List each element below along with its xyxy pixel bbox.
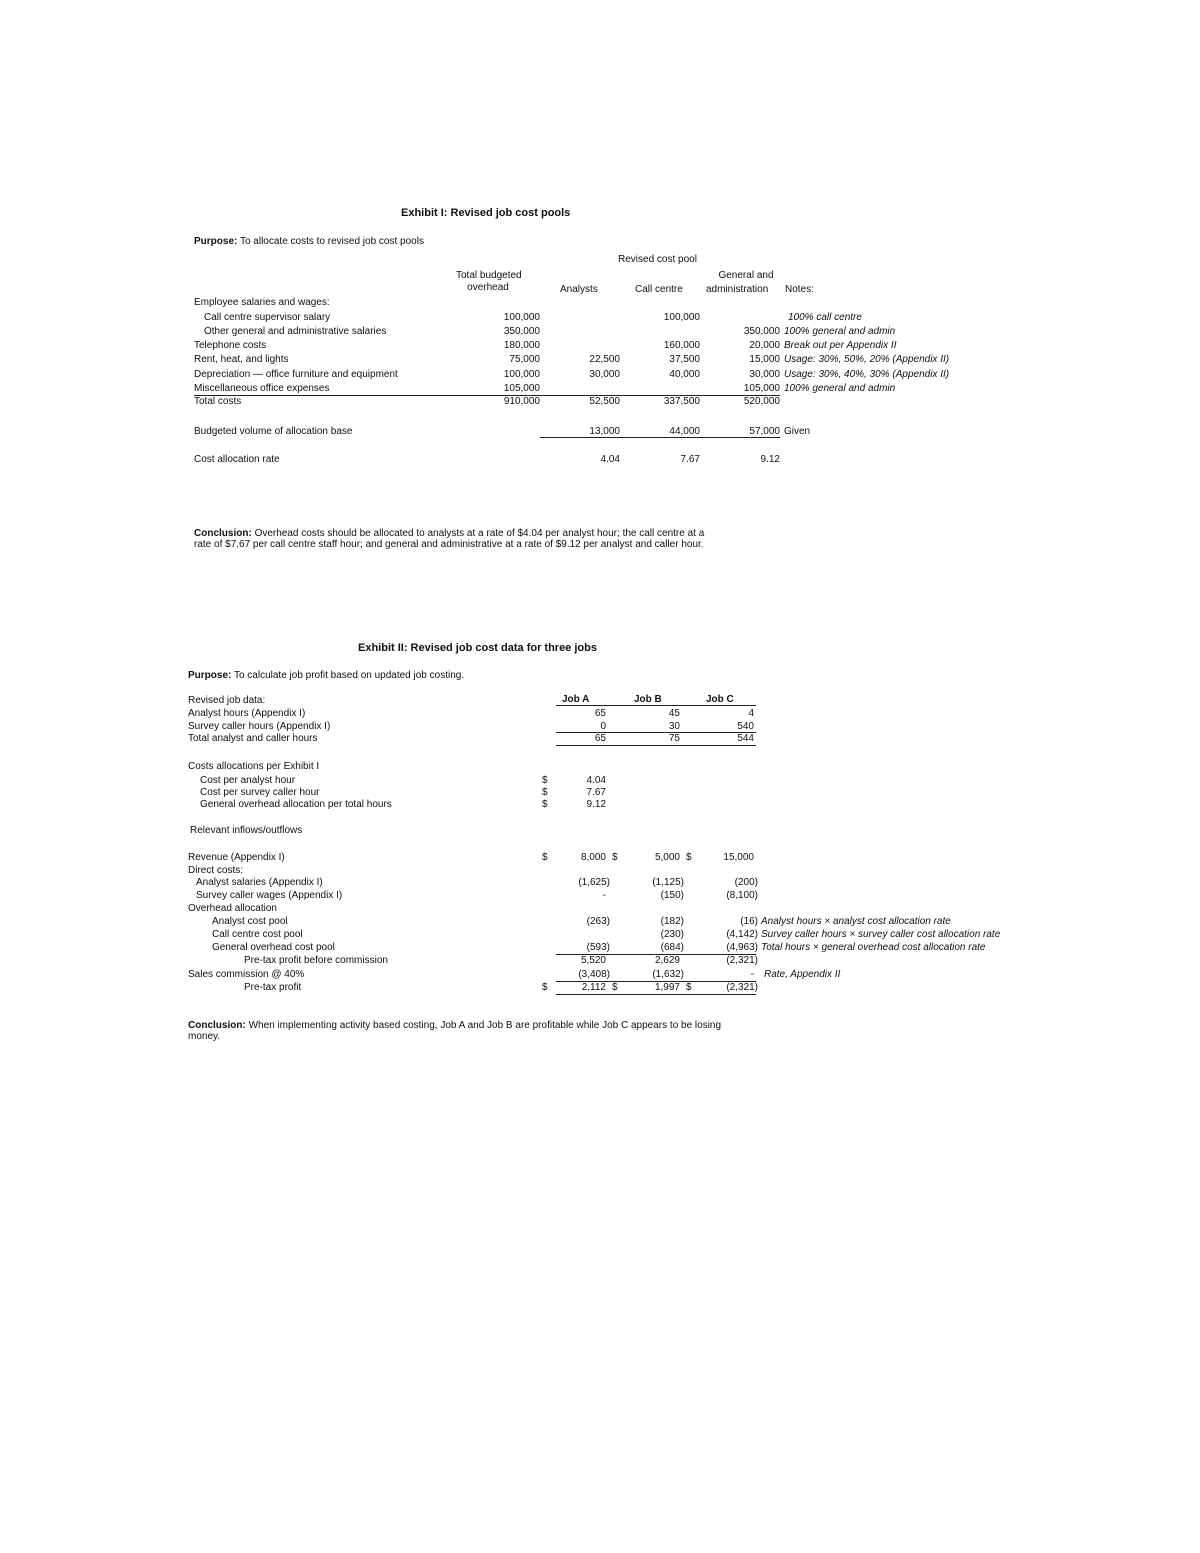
row-label: Rent, heat, and lights <box>194 354 289 365</box>
job-c-value: (8,100) <box>726 890 758 901</box>
job-a-value: 2,112 <box>581 982 606 993</box>
row-note: Break out per Appendix II <box>784 340 897 351</box>
row-label: Employee salaries and wages: <box>194 297 330 308</box>
rate-ga: 9.12 <box>760 454 780 465</box>
exhibit-1-purpose <box>194 236 424 247</box>
col-job-a: Job A <box>562 694 590 705</box>
hours-row-label: Total analyst and caller hours <box>188 733 318 744</box>
row-note: Usage: 30%, 50%, 20% (Appendix II) <box>784 354 950 365</box>
alloc-currency: $ <box>542 775 548 786</box>
job-c-value: (200) <box>734 877 758 888</box>
ga-value: 105,000 <box>743 383 780 394</box>
alloc-value: 7.67 <box>586 787 606 798</box>
job-c-value: (4,142) <box>726 929 758 940</box>
analysts-value: 52,500 <box>589 396 620 407</box>
direct-row-label: Analyst salaries (Appendix I) <box>196 877 323 888</box>
revenue-job-b: 5,000 <box>654 852 680 863</box>
job-a-value: 0 <box>600 721 606 732</box>
conclusion-label: Conclusion: <box>188 1020 246 1031</box>
job-b-value: (150) <box>660 890 684 901</box>
row-label: Miscellaneous office expenses <box>194 383 330 394</box>
row-label: Call centre supervisor salary <box>204 312 331 323</box>
job-b-value: (1,125) <box>652 877 684 888</box>
job-c-value: - <box>750 969 754 980</box>
total-value: 350,000 <box>503 326 540 337</box>
overhead-row-label: Analyst cost pool <box>212 916 288 927</box>
job-c-value: 544 <box>737 733 754 744</box>
pretax-currency: $ <box>542 982 548 993</box>
overhead-note: Total hours × general overhead cost allocation rate <box>761 942 986 953</box>
col-callcentre-header: Call centre <box>635 284 683 295</box>
total-value: 100,000 <box>503 312 540 323</box>
header-rule <box>556 705 756 706</box>
overhead-label: Overhead allocation <box>188 903 277 914</box>
job-b-value: (182) <box>660 916 684 927</box>
job-c-value: 540 <box>737 721 754 732</box>
conclusion-line-2: rate of $7.67 per call centre staff hour; and general and administrative at a rate of $9.12 per analyst and caller hour. <box>194 539 704 550</box>
job-b-value: 75 <box>668 733 680 744</box>
hours-row-label: Survey caller hours (Appendix I) <box>188 721 331 732</box>
direct-costs-label: Direct costs: <box>188 865 244 876</box>
conclusion-line-1: When implementing activity based costing, Job A and Job B are profitable while Job C appears to be losing <box>248 1020 722 1031</box>
pretax-currency-b: $ <box>612 982 618 993</box>
revenue-job-c: 15,000 <box>723 852 754 863</box>
exhibit-1-title: Exhibit I: Revised job cost pools <box>401 207 571 219</box>
volume-rule <box>540 437 780 438</box>
analysts-value: 22,500 <box>589 354 620 365</box>
col-analysts-header: Analysts <box>560 284 598 295</box>
callcentre-value: 40,000 <box>669 369 700 380</box>
revenue-currency-c: $ <box>686 852 692 863</box>
pretax-label: Pre-tax profit <box>244 982 302 993</box>
revenue-currency: $ <box>542 852 548 863</box>
col-ga-header-1: General and <box>718 270 774 281</box>
volume-callcentre: 44,000 <box>669 426 700 437</box>
total-value: 180,000 <box>503 340 540 351</box>
alloc-currency: $ <box>542 799 548 810</box>
revised-cost-pool-header: Revised cost pool <box>618 254 697 265</box>
alloc-row-label: Cost per analyst hour <box>200 775 296 786</box>
alloc-value: 9.12 <box>586 799 606 810</box>
col-job-b: Job B <box>634 694 662 705</box>
rate-callcentre: 7.67 <box>680 454 700 465</box>
overhead-row-label: General overhead cost pool <box>212 942 335 953</box>
volume-analysts: 13,000 <box>589 426 620 437</box>
alloc-row-label: Cost per survey caller hour <box>200 787 320 798</box>
volume-note: Given <box>784 426 811 437</box>
alloc-currency: $ <box>542 787 548 798</box>
job-b-value: 2,629 <box>654 955 680 966</box>
callcentre-value: 160,000 <box>663 340 700 351</box>
commission-note: Rate, Appendix II <box>764 969 841 980</box>
ga-value: 350,000 <box>743 326 780 337</box>
commission-label: Sales commission @ 40% <box>188 969 305 980</box>
total-value: 105,000 <box>503 383 540 394</box>
revised-job-data-label: Revised job data: <box>188 695 266 706</box>
ga-value: 520,000 <box>743 396 780 407</box>
row-note: 100% general and admin <box>784 383 896 394</box>
exhibit-2-title: Exhibit II: Revised job cost data for three jobs <box>358 642 597 654</box>
job-a-value: (1,625) <box>578 877 610 888</box>
total-value: 100,000 <box>503 369 540 380</box>
purpose-text: To calculate job profit based on updated job costing. <box>233 670 465 681</box>
job-b-value: 1,997 <box>654 982 680 993</box>
job-b-value: (230) <box>660 929 684 940</box>
job-b-value: (684) <box>660 942 684 953</box>
revenue-job-a: 8,000 <box>580 852 606 863</box>
conclusion-label: Conclusion: <box>194 528 252 539</box>
callcentre-value: 337,500 <box>663 396 700 407</box>
total-value: 910,000 <box>503 396 540 407</box>
revenue-currency-b: $ <box>612 852 618 863</box>
col-total-header-2: overhead <box>467 282 509 293</box>
overhead-row-label: Call centre cost pool <box>212 929 303 940</box>
total-value: 75,000 <box>509 354 540 365</box>
direct-row-label: Survey caller wages (Appendix I) <box>196 890 343 901</box>
job-c-value: (16) <box>740 916 758 927</box>
alloc-label: Costs allocations per Exhibit I <box>188 761 320 772</box>
job-a-value: (3,408) <box>578 969 610 980</box>
row-note: 100% call centre <box>788 312 862 323</box>
conclusion-line-1: Overhead costs should be allocated to analysts at a rate of $4.04 per analyst hour; the call centre at a <box>254 528 705 539</box>
exhibit-2-purpose <box>188 670 464 681</box>
rate-label: Cost allocation rate <box>194 454 280 465</box>
row-label: Other general and administrative salaries <box>204 326 387 337</box>
alloc-value: 4.04 <box>586 775 606 786</box>
job-c-value: (4,963) <box>726 942 758 953</box>
purpose-label: Purpose: <box>194 236 238 247</box>
purpose-label: Purpose: <box>188 670 232 681</box>
overhead-note: Analyst hours × analyst cost allocation rate <box>761 916 951 927</box>
row-label: Telephone costs <box>194 340 267 351</box>
hours-double-rule <box>556 745 756 746</box>
volume-label: Budgeted volume of allocation base <box>194 426 353 437</box>
volume-ga: 57,000 <box>749 426 780 437</box>
alloc-row-label: General overhead allocation per total hours <box>200 799 392 810</box>
rate-analysts: 4.04 <box>600 454 620 465</box>
relevant-label: Relevant inflows/outflows <box>190 825 303 836</box>
callcentre-value: 100,000 <box>663 312 700 323</box>
hours-row-label: Analyst hours (Appendix I) <box>188 708 306 719</box>
row-note: 100% general and admin <box>784 326 896 337</box>
pretax-before-label: Pre-tax profit before commission <box>244 955 388 966</box>
job-c-value: (2,321) <box>726 982 758 993</box>
job-c-value: 4 <box>748 708 754 719</box>
col-total-header-1: Total budgeted <box>456 270 522 281</box>
row-label: Total costs <box>194 396 242 407</box>
job-a-value: 5,520 <box>580 955 606 966</box>
job-a-value: - <box>602 890 606 901</box>
exhibit-1-conclusion <box>194 528 704 550</box>
col-ga-header-2: administration <box>706 284 769 295</box>
col-notes-header: Notes: <box>785 284 814 295</box>
pretax-currency-c: $ <box>686 982 692 993</box>
ga-value: 15,000 <box>749 354 780 365</box>
job-a-value: (593) <box>586 942 610 953</box>
job-b-value: (1,632) <box>652 969 684 980</box>
job-a-value: 65 <box>594 733 606 744</box>
job-a-value: (263) <box>586 916 610 927</box>
purpose-text: To allocate costs to revised job cost pools <box>239 236 424 247</box>
overhead-note: Survey caller hours × survey caller cost allocation rate <box>761 929 1001 940</box>
row-note: Usage: 30%, 40%, 30% (Appendix II) <box>784 369 950 380</box>
col-job-c: Job C <box>706 694 734 705</box>
job-b-value: 45 <box>668 708 680 719</box>
pretax-double-rule <box>556 994 756 995</box>
job-a-value: 65 <box>594 708 606 719</box>
job-c-value: (2,321) <box>726 955 758 966</box>
conclusion-line-2: money. <box>188 1031 221 1042</box>
analysts-value: 30,000 <box>589 369 620 380</box>
exhibit-2-conclusion <box>188 1020 721 1042</box>
row-label: Depreciation — office furniture and equipment <box>194 369 398 380</box>
ga-value: 30,000 <box>749 369 780 380</box>
job-b-value: 30 <box>668 721 680 732</box>
revenue-label: Revenue (Appendix I) <box>188 852 285 863</box>
callcentre-value: 37,500 <box>669 354 700 365</box>
ga-value: 20,000 <box>749 340 780 351</box>
